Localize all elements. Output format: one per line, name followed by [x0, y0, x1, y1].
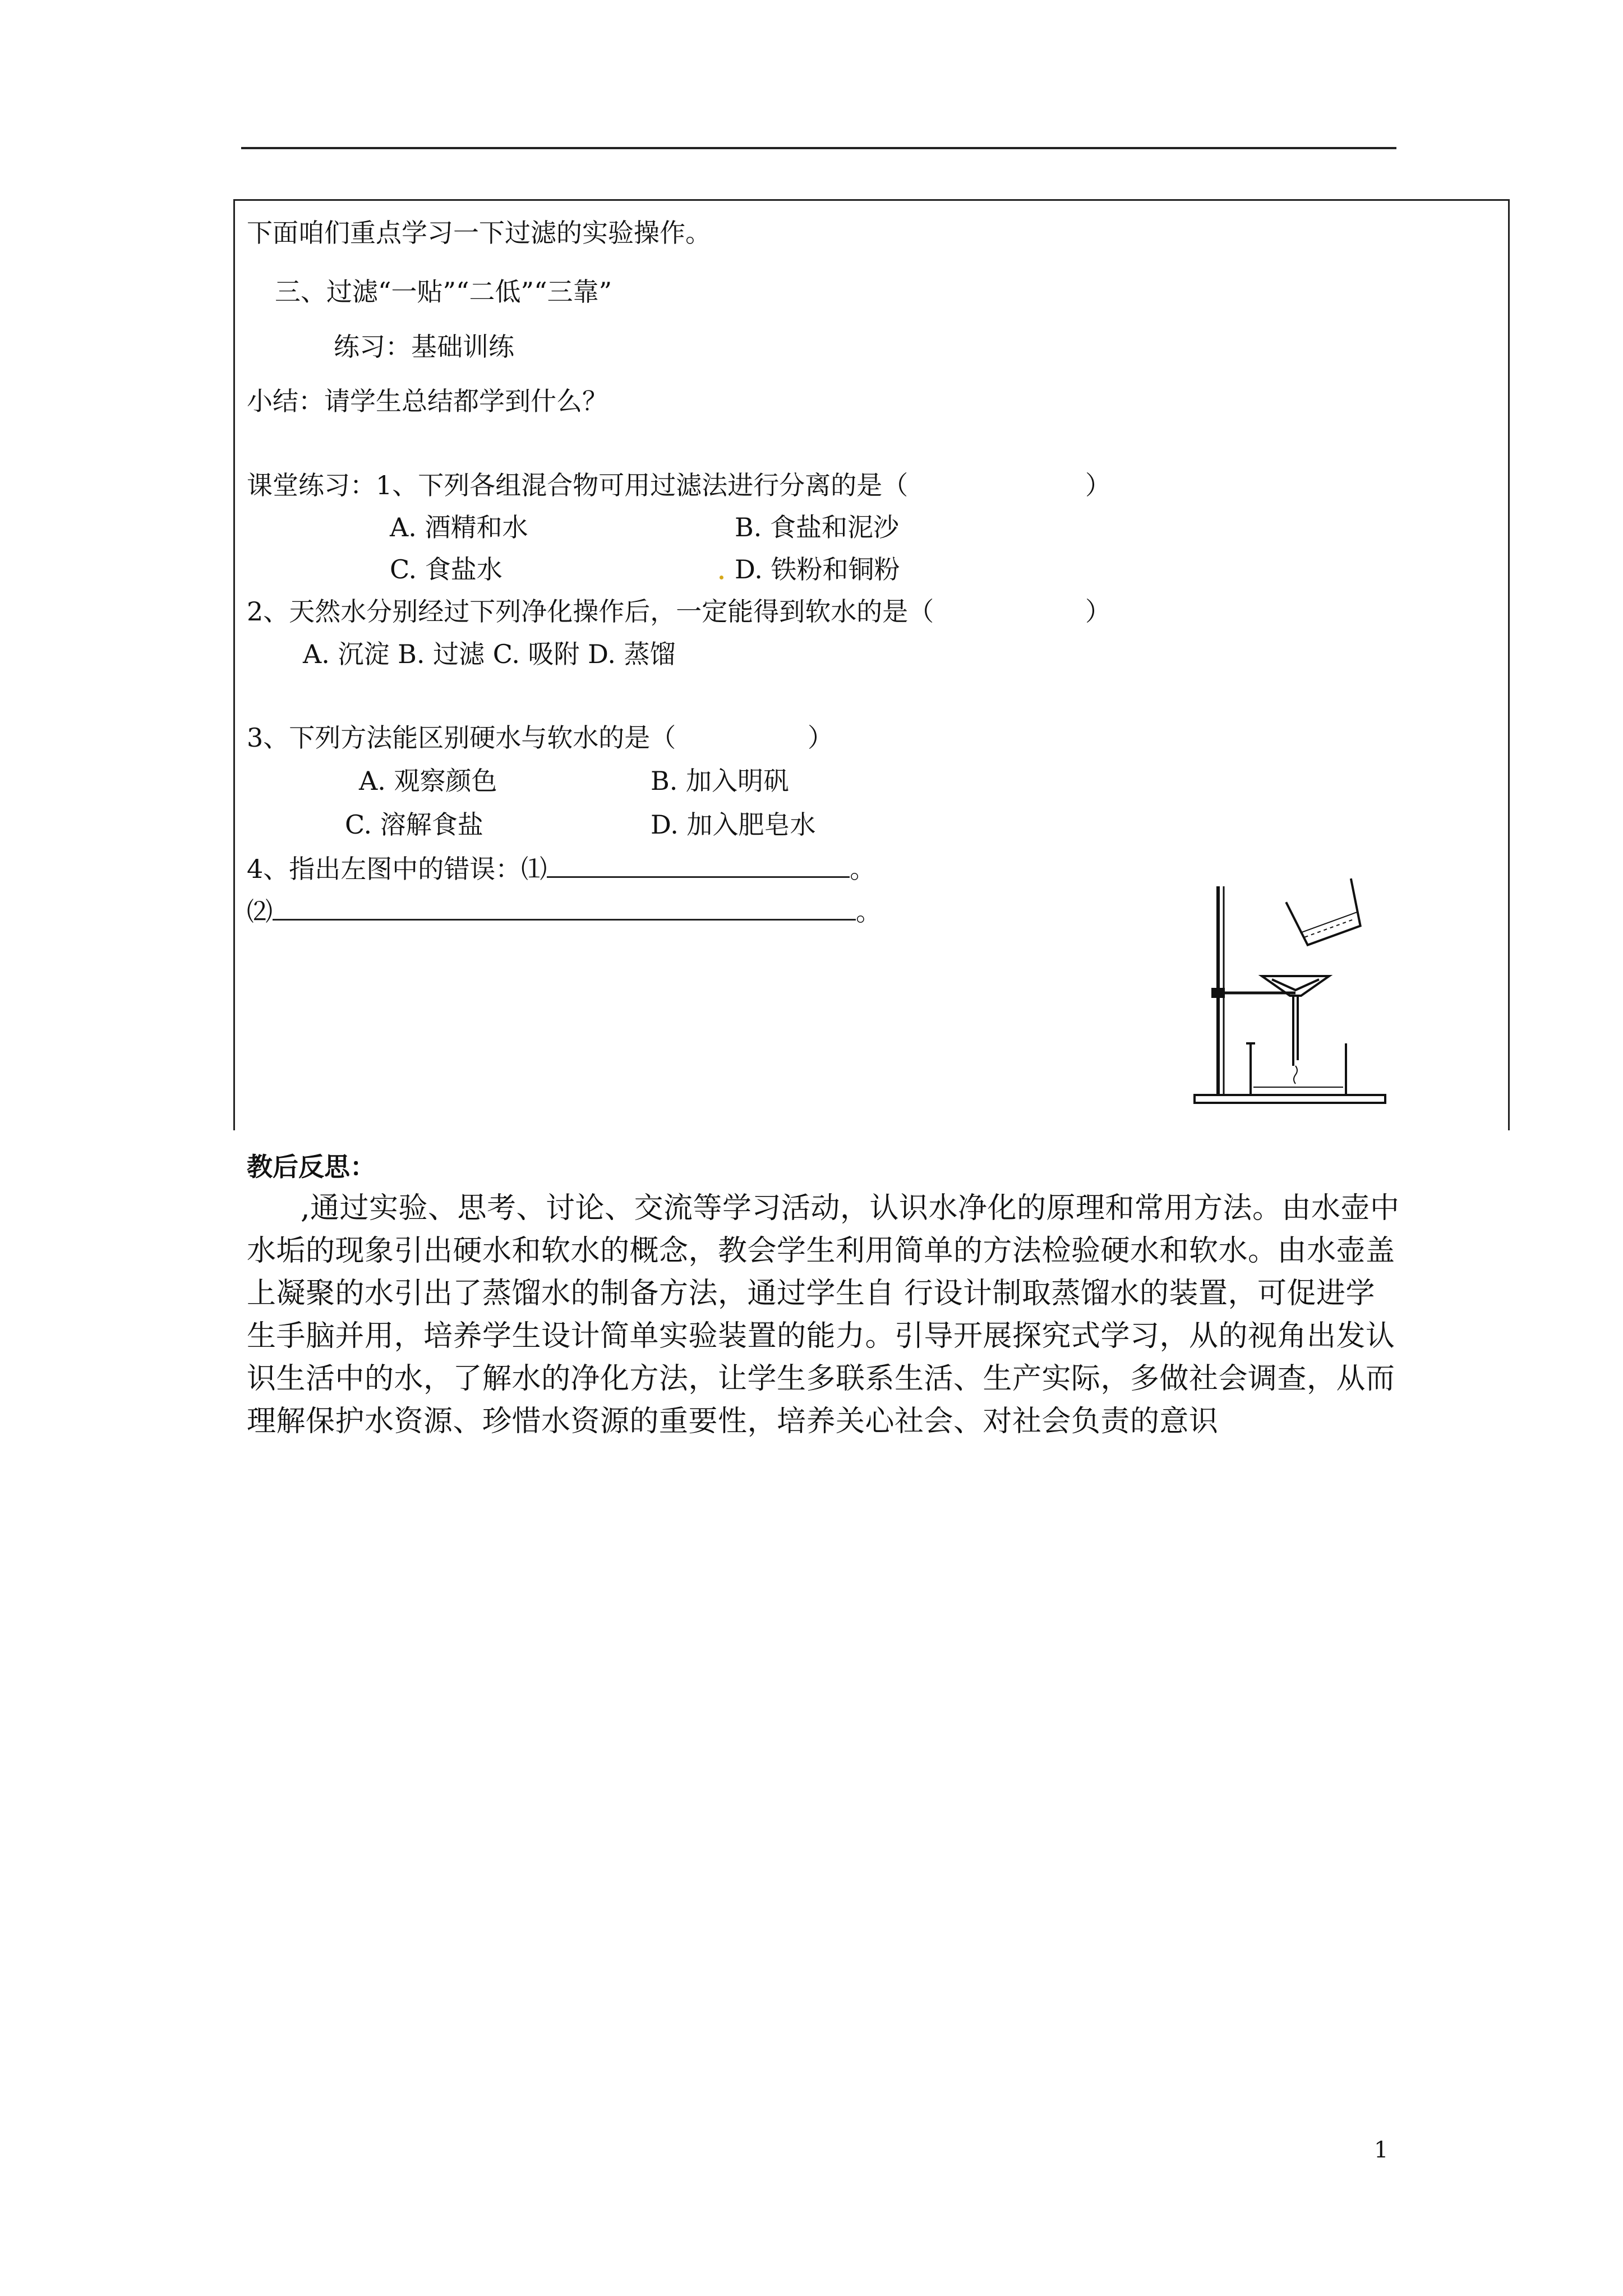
question-1-bracket: ）	[1085, 470, 1111, 500]
answer-2-end: 。	[856, 896, 882, 927]
question-4-stem	[247, 852, 875, 886]
page-number: 1	[1374, 2137, 1389, 2163]
question-4-line-2	[247, 894, 882, 928]
question-1-option-d: D. 铁粉和铜粉	[735, 554, 900, 585]
question-1-option-c: C. 食盐水	[390, 554, 502, 585]
filtration-apparatus-figure	[1183, 875, 1419, 1116]
question-3-stem: 3、下列方法能区别硬水与软水的是（	[247, 723, 676, 753]
question-2-bracket: ）	[1085, 596, 1111, 627]
answer-1-end: 。	[850, 854, 876, 884]
reflection-title: 教后反思：	[247, 1152, 376, 1182]
section-heading: 三、过滤“一贴”“二低”“三靠”	[275, 277, 612, 307]
answer-2-label: ⑵	[247, 896, 273, 927]
question-2-options: A. 沉淀 B. 过滤 C. 吸附 D. 蒸馏	[303, 639, 676, 669]
header-rule	[241, 147, 1396, 149]
stray-mark	[720, 576, 723, 579]
question-1-option-b: B. 食盐和泥沙	[735, 512, 900, 542]
intro-text: 下面咱们重点学习一下过滤的实验操作。	[247, 218, 711, 248]
pouring-beaker	[1286, 878, 1367, 947]
practice-label: 练习：基础训练	[334, 332, 514, 362]
question-1-option-a: A. 酒精和水	[390, 512, 528, 542]
summary-text: 小结：请学生总结都学到什么？	[247, 386, 608, 416]
answer-blank-1[interactable]	[547, 852, 850, 878]
question-3-option-c: C. 溶解食盐	[345, 809, 483, 840]
question-3-option-b: B. 加入明矾	[651, 766, 790, 796]
stand-base	[1195, 1095, 1385, 1103]
answer-blank-2[interactable]	[273, 894, 856, 921]
question-1-stem: 课堂练习：1、下列各组混合物可用过滤法进行分离的是（	[247, 470, 909, 500]
question-3-option-a: A. 观察颜色	[359, 766, 497, 796]
question-3-bracket: ）	[808, 723, 833, 753]
question-3-option-d: D. 加入肥皂水	[651, 809, 816, 840]
reflection-body: ,通过实验、思考、讨论、交流等学习活动，认识水净化的原理和常用方法。由水壶中水垢的现象引出硬水和软水的概念，教会学生利用简单的方法检验硬水和软水。由水壶盖上凝聚的水引出了蒸馏水的制备方法，通过学生自 行设计制取蒸馏水的装置，可促进学生手脑并用，培养学生设计简单实验装置的能力。引导开展探究式学习，从的视角出发认识生活中的水，了解水的净化方法，让学生多联系生活、生产实际，多做社会调查，从而理解保护水资源、珍惜水资源的重要性，培养关心社会、对社会负责的意识	[247, 1191, 1400, 1438]
question-4-prompt: 4、指出左图中的错误：⑴	[247, 854, 547, 884]
question-2-stem: 2、天然水分别经过下列净化操作后，一定能得到软水的是（	[247, 596, 934, 627]
